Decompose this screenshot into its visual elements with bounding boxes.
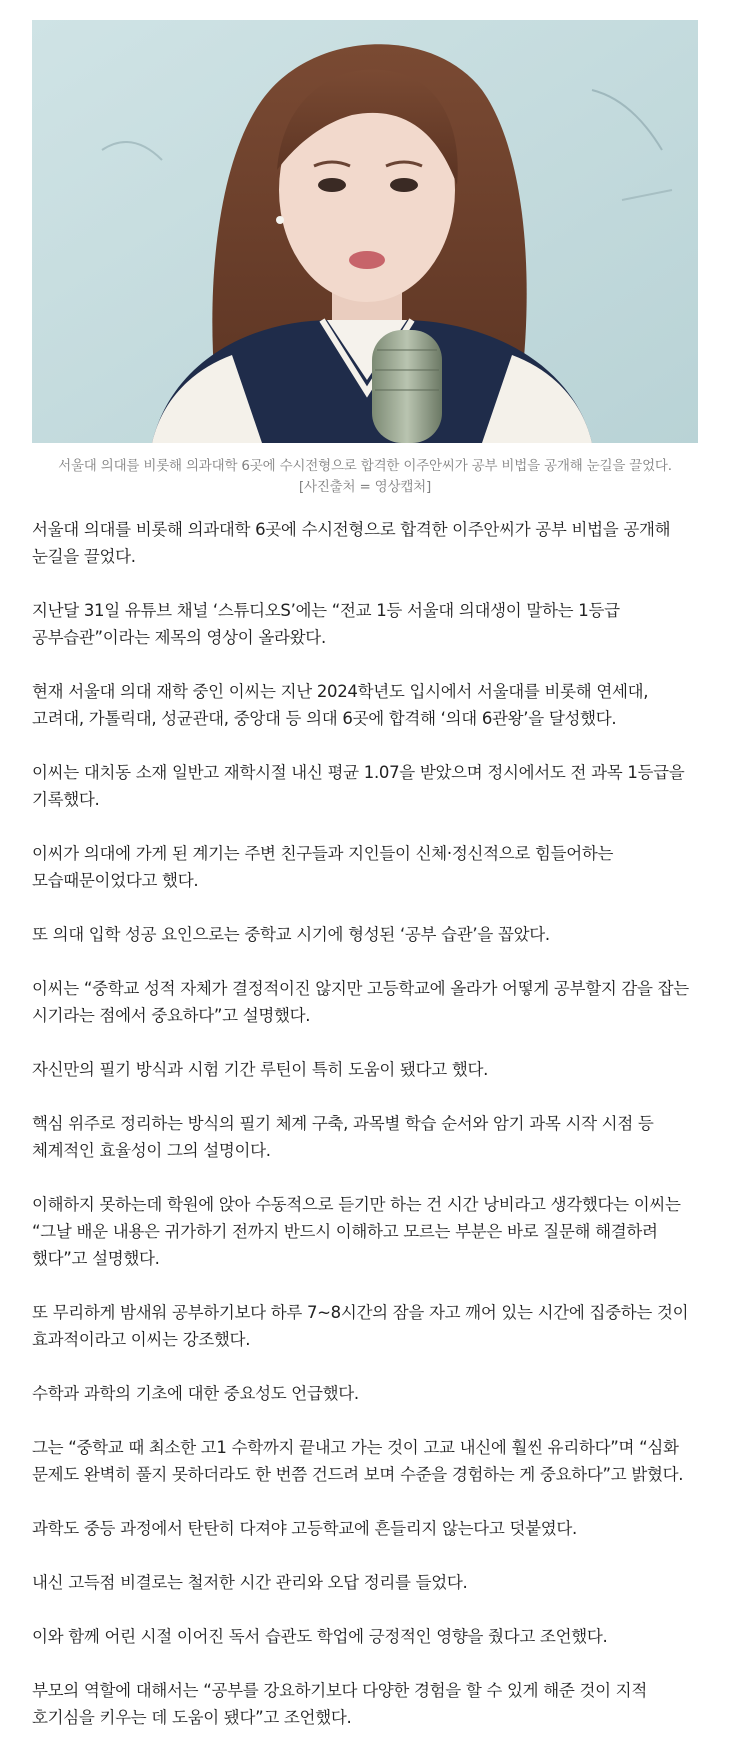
photo-credit: [사진출처 = 영상캡처] xyxy=(298,479,432,495)
article-photo xyxy=(32,20,698,443)
paragraph: 핵심 위주로 정리하는 방식의 필기 체계 구축, 과목별 학습 순서와 암기 과목 시작 시점 등 체계적인 효율성이 그의 설명이다. xyxy=(32,1114,654,1160)
interview-photo-illustration xyxy=(32,20,698,443)
paragraph: 내신 고득점 비결로는 철저한 시간 관리와 오답 정리를 들었다. xyxy=(32,1573,468,1592)
paragraph: 부모의 역할에 대해서는 “공부를 강요하기보다 다양한 경험을 할 수 있게 해준 것이 지적 호기심을 키우는 데 도움이 됐다”고 조언했다. xyxy=(32,1681,647,1727)
photo-caption-text: 서울대 의대를 비롯해 의과대학 6곳에 수시전형으로 합격한 이주안씨가 공부 비법을 공개해 눈길을 끌었다. xyxy=(58,458,672,474)
paragraph: 이씨가 의대에 가게 된 계기는 주변 친구들과 지인들이 신체·정신적으로 힘들어하는 모습때문이었다고 했다. xyxy=(32,844,614,890)
paragraph: 그는 “중학교 때 최소한 고1 수학까지 끝내고 가는 것이 고교 내신에 훨씬 유리하다”며 “심화 문제도 완벽히 풀지 못하더라도 한 번쯤 건드려 보며 수준을 경험하는 게 중요하다”고 밝혔다. xyxy=(32,1438,684,1484)
paragraph: 현재 서울대 의대 재학 중인 이씨는 지난 2024학년도 입시에서 서울대를 비롯해 연세대, 고려대, 가톨릭대, 성균관대, 중앙대 등 의대 6곳에 합격해 ‘의대 6관왕’을 달성했다. xyxy=(32,682,649,728)
paragraph: 이와 함께 어린 시절 이어진 독서 습관도 학업에 긍정적인 영향을 줬다고 조언했다. xyxy=(32,1627,608,1646)
paragraph: 지난달 31일 유튜브 채널 ‘스튜디오S’에는 “전교 1등 서울대 의대생이 말하는 1등급 공부습관”이라는 제목의 영상이 올라왔다. xyxy=(32,601,620,647)
photo-caption xyxy=(32,456,698,498)
paragraph: 이씨는 대치동 소재 일반고 재학시절 내신 평균 1.07을 받았으며 정시에서도 전 과목 1등급을 기록했다. xyxy=(32,763,685,809)
paragraph: 수학과 과학의 기초에 대한 중요성도 언급했다. xyxy=(32,1384,359,1403)
paragraph: 자신만의 필기 방식과 시험 기간 루틴이 특히 도움이 됐다고 했다. xyxy=(32,1060,489,1079)
paragraph: 이해하지 못하는데 학원에 앉아 수동적으로 듣기만 하는 건 시간 낭비라고 생각했다는 이씨는 “그날 배운 내용은 귀가하기 전까지 반드시 이해하고 모르는 부분은 바로 질문해 해결하려 했다”고 설명했다. xyxy=(32,1195,681,1268)
article-body xyxy=(32,516,698,1731)
article xyxy=(32,0,698,1731)
paragraph: 또 무리하게 밤새워 공부하기보다 하루 7~8시간의 잠을 자고 깨어 있는 시간에 집중하는 것이 효과적이라고 이씨는 강조했다. xyxy=(32,1303,689,1349)
paragraph: 또 의대 입학 성공 요인으로는 중학교 시기에 형성된 ‘공부 습관’을 꼽았다. xyxy=(32,925,550,944)
paragraph: 과학도 중등 과정에서 탄탄히 다져야 고등학교에 흔들리지 않는다고 덧붙였다. xyxy=(32,1519,577,1538)
paragraph: 이씨는 “중학교 성적 자체가 결정적이진 않지만 고등학교에 올라가 어떻게 공부할지 감을 잡는 시기라는 점에서 중요하다”고 설명했다. xyxy=(32,979,689,1025)
paragraph: 서울대 의대를 비롯해 의과대학 6곳에 수시전형으로 합격한 이주안씨가 공부 비법을 공개해 눈길을 끌었다. xyxy=(32,520,671,566)
